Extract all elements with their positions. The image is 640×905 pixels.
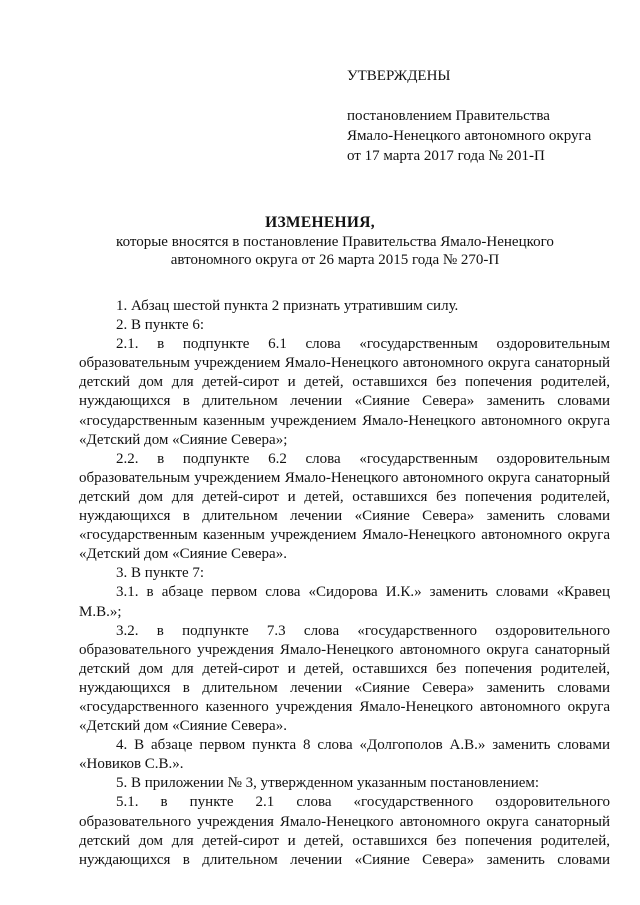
subtitle-line: автономного округа от 26 марта 2015 года № 270-П [170,252,500,268]
approval-heading: УТВЕРЖДЕНЫ [347,68,451,84]
paragraph: 1. Абзац шестой пункта 2 признать утратившим силу. [116,298,459,314]
paragraph: 3.2. в подпункте 7.3 слова «государственного оздоровительного образовательного учреждения Ямало-Ненецкого автономного округа санаторный детский дом для детей-сирот и детей, оставшихся без попечения родителей, нуждающихся в длительном лечении «Сияние Севера» заменить словами «государственного казенного учреждения Ямало-Ненецкого автономного округа «Детский дом «Сияние Севера». [79,622,610,735]
paragraph: 4. В абзаце первом пункта 8 слова «Долгополов А.В.» заменить словами «Новиков С.В.». [79,737,610,773]
paragraph: 2.2. в подпункте 6.2 слова «государственным оздоровительным образовательным учреждением Ямало-Ненецкого автономного округа санаторный детский дом для детей-сирот и детей, оставшихся без попечения родителей, нуждающихся в длительном лечении «Сияние Севера» заменить словами «государственным казенным учреждением Ямало-Ненецкого автономного округа «Детский дом «Сияние Севера». [79,450,610,563]
paragraph: 2. В пункте 6: [116,317,205,334]
document-title: ИЗМЕНЕНИЯ, [265,214,375,231]
subtitle-line: которые вносятся в постановление Правительства Ямало-Ненецкого [116,234,554,250]
paragraph: 3. В пункте 7: [116,565,205,582]
paragraph: 3.1. в абзаце первом слова «Сидорова И.К.» заменить словами «Кравец М.В.»; [79,584,610,620]
paragraph: 5. В приложении № 3, утвержденном указанным постановлением: [116,775,540,792]
paragraph: 2.1. в подпункте 6.1 слова «государственным оздоровительным образовательным учреждением Ямало-Ненецкого автономного округа санаторный детский дом для детей-сирот и детей, оставшихся без попечения родителей, нуждающихся в длительном лечении «Сияние Севера» заменить словами «государственным казенным учреждением Ямало-Ненецкого автономного округа «Детский дом «Сияние Севера»; [79,336,610,448]
document-body [79,297,610,870]
approval-line: постановлением Правительства [347,108,550,124]
approval-block [347,66,627,166]
approval-line: Ямало-Ненецкого автономного округа [347,128,592,144]
approval-line: от 17 марта 2017 года № 201-П [347,148,545,164]
document-subtitle [100,233,570,269]
paragraph: 5.1. в пункте 2.1 слова «государственного оздоровительного образовательного учреждения Ямало-Ненецкого автономного округа санаторный детский дом для детей-сирот и детей, оставшихся без попечения родителей, нуждающихся в длительном лечении «Сияние Севера» заменить словами [79,794,610,868]
